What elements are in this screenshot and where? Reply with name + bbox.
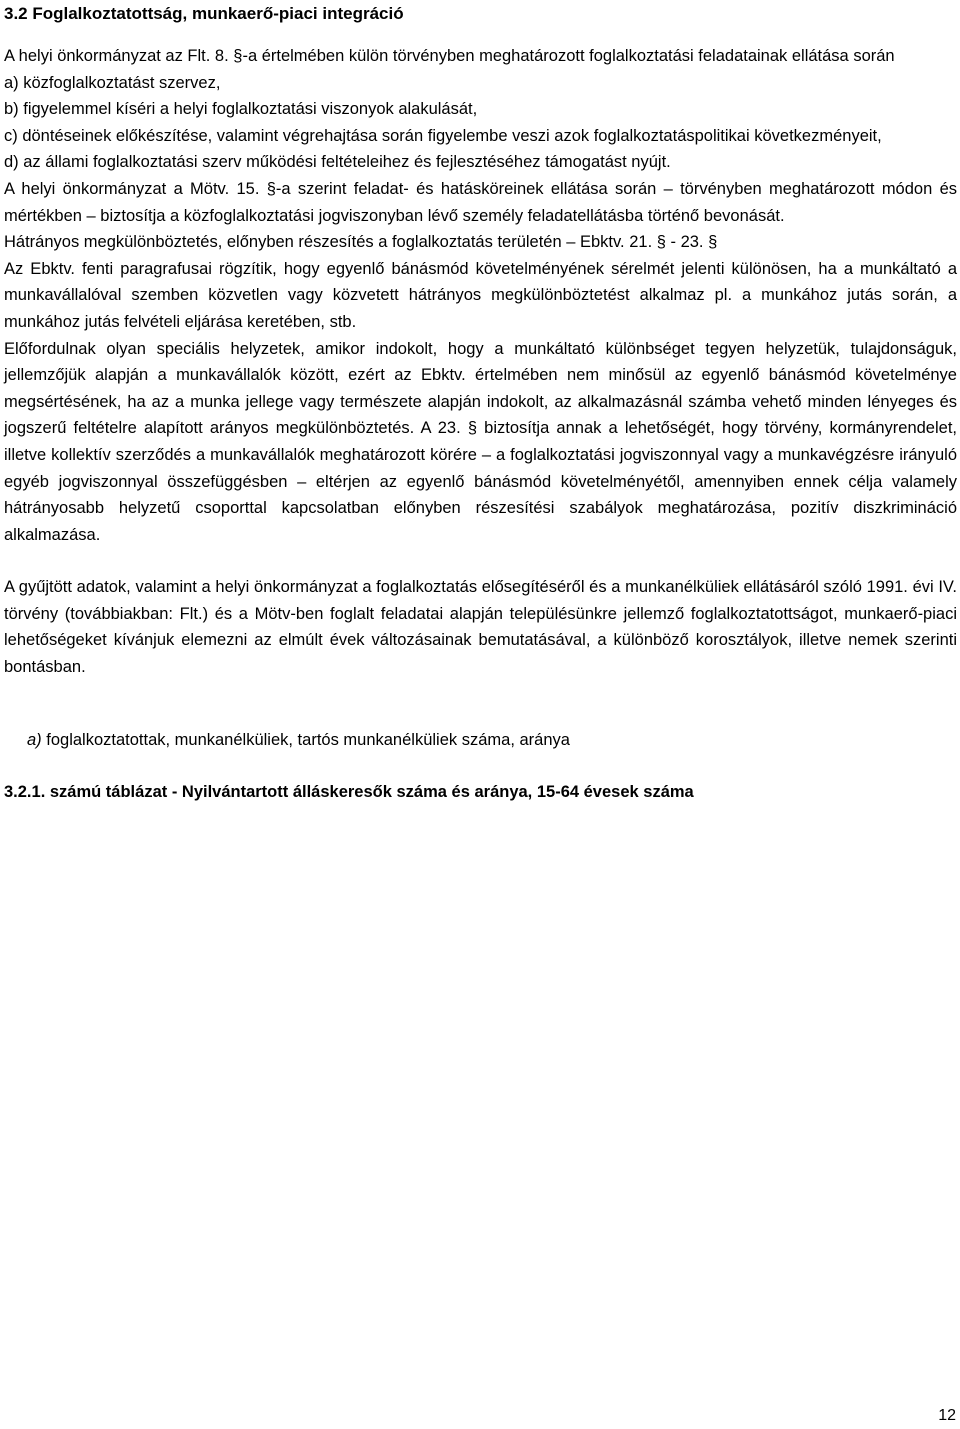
subsection-a: [27, 727, 957, 754]
list-item-d: d) az állami foglalkoztatási szerv működési feltételeihez és fejlesztéséhez támogatást nyújt.: [4, 153, 671, 172]
section-heading: 3.2 Foglalkoztatottság, munkaerő-piaci integráció: [4, 4, 404, 23]
paragraph-ebktv-title: Hátrányos megkülönböztetés, előnyben részesítés a foglalkoztatás területén – Ebktv. 21. § - 23. §: [4, 233, 718, 252]
spacer: [4, 681, 957, 727]
paragraph-intro: A helyi önkormányzat az Flt. 8. §-a értelmében külön törvényben meghatározott foglalkoztatási feladatainak ellátása során: [4, 47, 895, 65]
subsection-marker: a): [27, 730, 42, 749]
paragraph-collected-data: A gyűjtött adatok, valamint a helyi önkormányzat a foglalkoztatás elősegítéséről és a munkanélküliek ellátásáról szóló 1991. évi IV. törvény (továbbiakban: Flt.) és a Mötv-ben foglalt feladatai alapján településünkre jellemző foglalkoztatottságot, munkaerő-piaci lehetőségeket kívánjuk elemezni az elmúlt évek változásainak bemutatásával, a különböző korosztályok, illetve nemek szerinti bontásban.: [4, 578, 957, 677]
list-item-a: a) közfoglalkoztatást szervez,: [4, 73, 221, 92]
list-item-b: b) figyelemmel kíséri a helyi foglalkoztatási viszonyok alakulását,: [4, 100, 478, 119]
document-page: [4, 0, 957, 806]
page-number: 12: [938, 1407, 956, 1424]
table-caption: 3.2.1. számú táblázat - Nyilvántartott álláskeresők száma és aránya, 15-64 évesek száma: [4, 783, 694, 802]
subsection-text: foglalkoztatottak, munkanélküliek, tartós munkanélküliek száma, aránya: [41, 730, 570, 749]
paragraph-motv: A helyi önkormányzat a Mötv. 15. §-a szerint feladat- és hatásköreinek ellátása során – törvényben meghatározott módon és mértékben – biztosítja a közfoglalkoztatási jogviszonyban lévő személy feladatellátásba történő bevonását.: [4, 179, 957, 225]
list-item-c: c) döntéseinek előkészítése, valamint végrehajtása során figyelembe veszi azok foglalkoztatáspolitikai következményeit,: [4, 126, 882, 145]
spacer: [4, 548, 957, 574]
paragraph-special-cases: Előfordulnak olyan speciális helyzetek, amikor indokolt, hogy a munkáltató különbséget tegyen helyzetük, tulajdonságuk, jellemzőjük alapján a munkavállalók között, ezért az Ebktv. értelmében nem minősül az egyenlő bánásmód követelménye megsértésének, ha az a munka jellege vagy természete alapján indokolt, az alkalmazásnál számba vehető minden lényeges és jogszerű feltételre alapított arányos megkülönböztetés. A 23. § biztosítja annak a lehetőségét, hogy törvény, kormányrendelet, illetve kollektív szerződés a munkavállalók meghatározott körére – a foglalkoztatási jogviszonnyal vagy a munkavégzésre irányuló egyéb jogviszonnyal összefüggésben – eltérjen az egyenlő bánásmód követelményétől, amennyiben ennek célja valamely hátrányosabb helyzetű csoporttal kapcsolatban előnyben részesítési szabályok meghatározása, pozitív diszkrimináció alkalmazása.: [4, 339, 957, 544]
paragraph-ebktv-rules: Az Ebktv. fenti paragrafusai rögzítik, hogy egyenlő bánásmód követelményének sérelmét jelenti különösen, ha a munkáltató a munkavállalóval szemben közvetlen vagy közvetett hátrányos megkülönböztetést alkalmaz pl. a munkához jutás során, a munkához jutás felvételi eljárása keretében, stb.: [4, 259, 957, 331]
